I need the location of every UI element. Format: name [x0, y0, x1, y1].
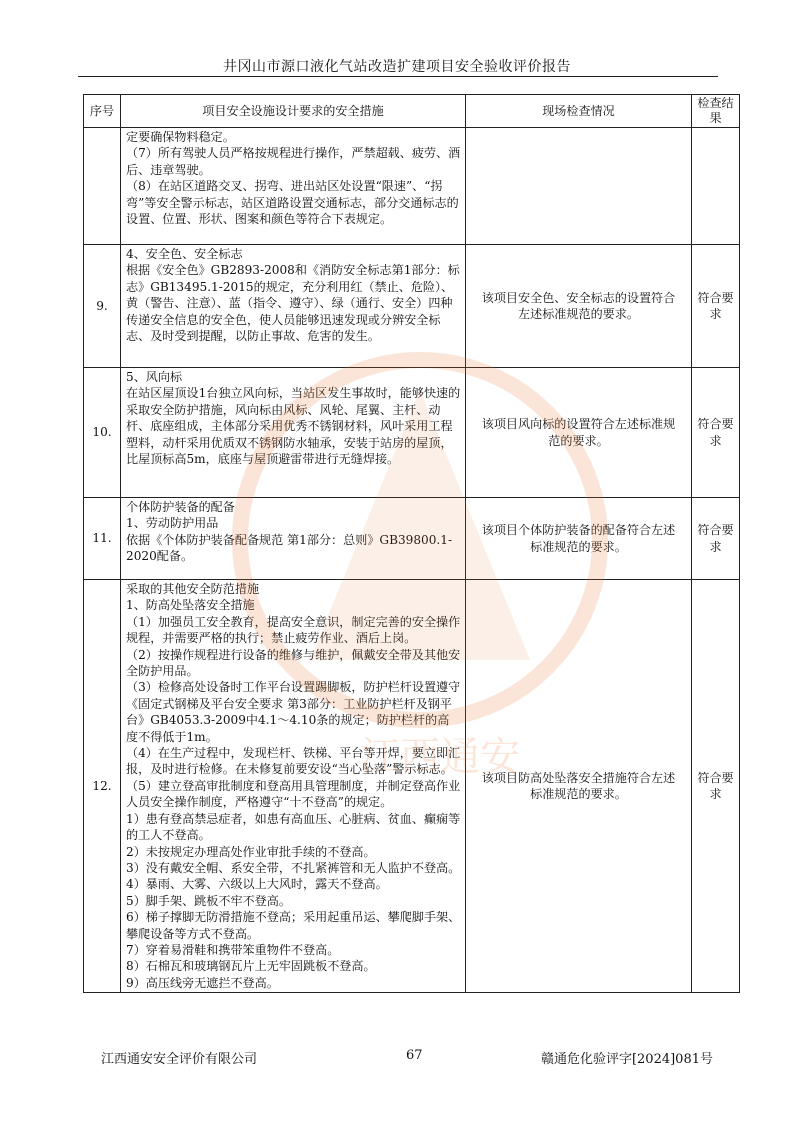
requirement-line: （1）加强员工安全教育，提高安全意识，制定完善的安全操作规程，并需要严格的执行；禁止疲劳作业、酒后上岗。 [126, 614, 461, 646]
requirement-line: 4、安全色、安全标志 [126, 247, 243, 261]
requirement-line: 定要确保物料稳定。 [126, 130, 235, 144]
requirement-line: 根据《安全色》GB2893-2008和《消防安全标志第1部分：标志》GB13495.1-2015的规定，充分利用红（禁止、危险）、黄（警告、注意）、蓝（指令、遵守）、绿（通行、安全）四种传递安全信息的安全色，使人员能够迅速发现或分辨安全标志、及时受到提醒，以防止事故、危害的发生。 [126, 263, 460, 344]
requirement-line: 1、劳动防护用品 [126, 516, 219, 531]
requirement-line: （2）按操作规程进行设备的维修与维护，佩戴安全带及其他安全防护用品。 [126, 647, 461, 679]
col-header-inspection: 现场检查情况 [466, 95, 692, 128]
requirement-cell [121, 128, 466, 245]
requirement-line: 依据《个体防护装备配备规范 第1部分：总则》GB39800.1-2020配备。 [126, 532, 453, 564]
requirement-line: 1）患有登高禁忌症者，如患有高血压、心脏病、贫血、癫痫等的工人不登高。 [126, 811, 461, 843]
table-row [84, 580, 740, 993]
requirement-line: 4）暴雨、大雾、六级以上大风时，露天不登高。 [126, 877, 388, 892]
requirement-line: 个体防护装备的配备 [126, 500, 235, 514]
requirement-line: 5、风向标 [126, 370, 183, 384]
table-header-row [84, 95, 740, 128]
result-cell: 符合要求 [692, 498, 740, 580]
table-row [84, 498, 740, 580]
row-number: 10. [84, 368, 121, 498]
row-number [84, 128, 121, 245]
requirement-line: （8）在站区道路交叉、拐弯、进出站区处设置“限速”、“拐弯”等安全警示标志，站区道路设置交通标志，部分交通标志的设置、位置、形状、图案和颜色等符合下表规定。 [126, 179, 459, 227]
col-header-requirement: 项目安全设施设计要求的安全措施 [121, 95, 466, 128]
result-cell: 符合要求 [692, 245, 740, 368]
col-header-num: 序号 [84, 95, 121, 128]
requirement-line: 9）高压线旁无遮拦不登高。 [126, 975, 279, 990]
inspection-cell: 该项目安全色、安全标志的设置符合左述标准规范的要求。 [466, 245, 692, 368]
requirement-line: 6）梯子撑脚无防滑措施不登高；采用起重吊运、攀爬脚手架、攀爬设备等方式不登高。 [126, 910, 461, 941]
inspection-cell [466, 128, 692, 245]
requirement-line: 5）脚手架、跳板不牢不登高。 [126, 893, 291, 908]
requirement-line: （3）检修高处设备时工作平台设置踢脚板，防护栏杆设置遵守《固定式钢梯及平台安全要求 第3部分：工业防护栏杆及钢平台》GB4053.3-2009中4.1～4.10条的规定；防护栏杆的高度不得低于1m。 [126, 680, 461, 744]
result-cell: 符合要求 [692, 368, 740, 498]
requirement-cell [121, 580, 466, 993]
watermark-text: 江西通安 [360, 734, 520, 780]
requirement-line: 3）没有戴安全帽、系安全带，不扎紧裤管和无人监护不登高。 [126, 860, 461, 875]
row-number: 9. [84, 245, 121, 368]
page-header-title: 井冈山市源口液化气站改造扩建项目安全验收评价报告 [223, 59, 571, 75]
requirement-line: 1、防高处坠落安全措施 [126, 598, 255, 613]
table-row [84, 245, 740, 368]
requirement-line: 8）石棉瓦和玻璃钢瓦片上无牢固跳板不登高。 [126, 959, 376, 974]
row-number: 12. [84, 580, 121, 993]
requirement-line: 在站区屋顶设1台独立风向标，当站区发生事故时，能够快速的采取安全防护措施，风向标由风标、风轮、尾翼、主杆、动杆、底座组成，主体部分采用优秀不锈钢材料，风叶采用工程塑料，动杆采用优质双不锈钢防水轴承，安装于站房的屋顶，比屋顶标高5m，底座与屋顶避雷带进行无缝焊接。 [126, 386, 461, 467]
footer-page-number: 67 [406, 1048, 423, 1063]
footer-company: 江西通安安全评价有限公司 [101, 1052, 258, 1067]
safety-measures-table [83, 94, 740, 993]
requirement-line: （5）建立登高审批制度和登高用具管理制度，并制定登高作业人员安全操作制度，严格遵守“十不登高”的规定。 [126, 778, 461, 810]
result-cell: 符合要求 [692, 580, 740, 993]
requirement-line: （4）在生产过程中，发现栏杆、铁梯、平台等开焊，要立即汇报，及时进行检修。在未修复前要安设“当心坠落”警示标志。 [126, 746, 461, 777]
inspection-cell: 该项目风向标的设置符合左述标准规范的要求。 [466, 368, 692, 498]
header-divider [78, 76, 718, 77]
requirement-cell [121, 498, 466, 580]
requirement-cell [121, 245, 466, 368]
table-row [84, 368, 740, 498]
requirement-line: 采取的其他安全防范措施 [126, 582, 260, 596]
col-header-result: 检查结果 [692, 95, 740, 128]
footer-doc-number: 赣通危化验评字[2024]081号 [540, 1052, 713, 1067]
requirement-line: 7）穿着易滑鞋和携带笨重物件不登高。 [126, 942, 340, 957]
inspection-cell: 该项目防高处坠落安全措施符合左述标准规范的要求。 [466, 580, 692, 993]
result-cell [692, 128, 740, 245]
requirement-cell [121, 368, 466, 498]
table-row [84, 128, 740, 245]
inspection-cell: 该项目个体防护装备的配备符合左述标准规范的要求。 [466, 498, 692, 580]
row-number: 11. [84, 498, 121, 580]
requirement-line: （7）所有驾驶人员严格按规程进行操作，严禁超载、疲劳、酒后、违章驾驶。 [126, 146, 461, 177]
requirement-line: 2）未按规定办理高处作业审批手续的不登高。 [126, 844, 376, 859]
